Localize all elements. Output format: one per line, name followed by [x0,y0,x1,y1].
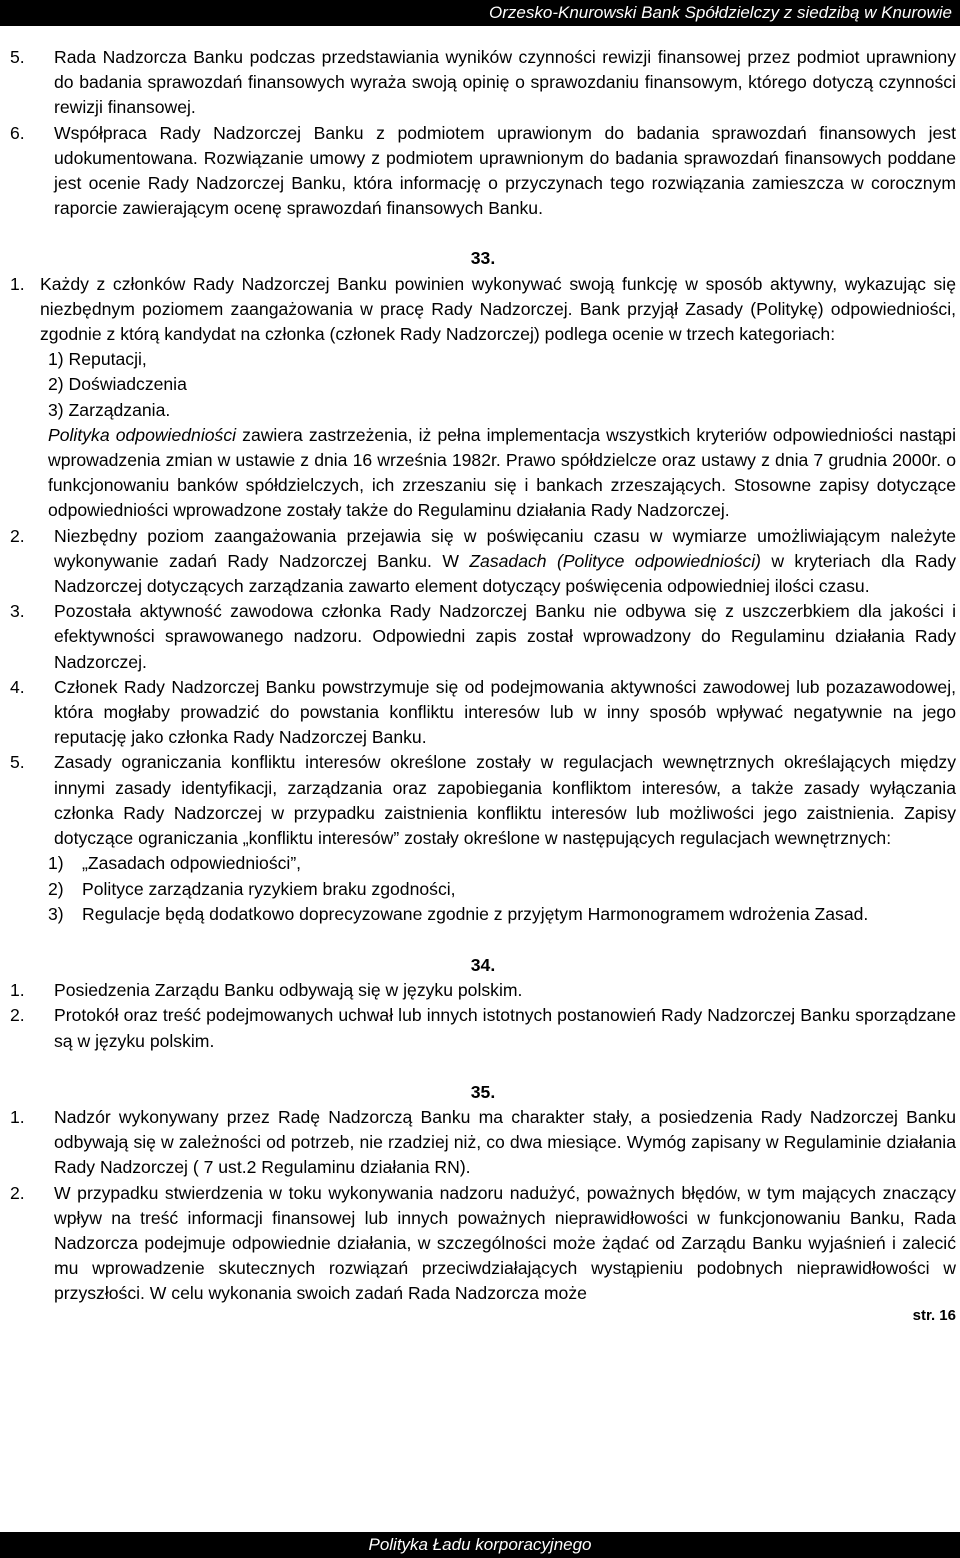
document-body [10,45,956,1325]
item-number: 2. [10,525,25,546]
page-footer [0,1532,960,1558]
item-text: Protokół oraz treść podejmowanych uchwał lub innych istotnych postanowień Rady Nadzorczej Banku sporządzane są w języku polskim. [54,1005,956,1051]
item-number: 3. [10,601,25,622]
item-number: 1) [48,349,64,370]
item-number: 1. [10,1106,25,1127]
item-text: Współpraca Rady Nadzorczej Banku z podmiotem uprawionym do badania sprawozdań finansowych jest udokumentowana. Rozwiązanie umowy z podmiotem uprawnionym do badania sprawozdań finansowych poddane jest ocenie Rady Nadzorczej Banku, która informację o przyczynach tego rozwiązania zamieszcza w corocznym raporcie zawierającym ocenę sprawozdań finansowych Banku. [54,122,956,219]
item-text: Zarządzania. [68,399,171,420]
list-item [10,1105,956,1181]
header-title: Orzesko-Knurowski Bank Spółdzielczy z siedzibą w Knurowie [489,3,952,22]
policy-paragraph [10,423,956,524]
item-number: 2) [48,374,64,395]
item-text: Regulacje będą dodatkowo doprecyzowane zgodnie z przyjętym Harmonogramem wdrożenia Zasad. [82,903,869,924]
list-item [10,750,956,851]
item-text: Polityce zarządzania ryzykiem braku zgodności, [82,878,456,899]
section-heading-35: 35. [470,1081,496,1102]
list-item [10,675,956,751]
list-item [10,524,956,600]
item-text: „Zasadach odpowiedniości”, [82,853,302,874]
item-text: Członek Rady Nadzorczej Banku powstrzymuje się od podejmowania aktywności zawodowej lub pozazawodowej, która mogłaby prowadzić do powstania konfliktu interesów lub w inny sposób wpływać negatywnie na jego reputację jako członka Rady Nadzorczej Banku. [54,676,956,748]
list-item [48,877,956,902]
item-text: Pozostała aktywność zawodowa członka Rady Nadzorczej Banku nie odbywa się z uszczerbkiem dla jakości i efektywności sprawowanego nadzoru. Odpowiedni zapis został wprowadzony do Regulaminu działania Rady Nadzorczej. [54,601,956,672]
item-number: 5. [10,752,25,773]
item-number: 1) [48,853,64,874]
list-item [10,599,956,675]
list-item [10,1181,956,1307]
item-text: Każdy z członków Rady Nadzorczej Banku powinien wykonywać swoją funkcję w sposób aktywny, wykazując się niezbędnym poziomem zaangażowania w pracę Rady Nadzorczej. [40,273,956,319]
list-item [10,121,956,222]
item-number: 3) [48,903,64,924]
list-item [48,851,956,876]
paragraph-33-1 [10,272,956,348]
list-item [48,902,956,927]
list-item [40,372,956,397]
item-text: Niezbędny poziom zaangażowania przejawia się w poświęcaniu czasu w wymiarze umożliwiającym należyte wykonywanie zadań Rady Nadzorczej Banku. W [54,525,956,571]
policy-name: Polityka odpowiedniości [48,424,237,445]
list-item [40,398,956,423]
item-text: W przypadku stwierdzenia w toku wykonywania nadzoru nadużyć, poważnych błędów, w tym mających znaczący wpływ na treść informacji finansowej lub innych poważnych nieprawidłowości w funkcjonowaniu Banku, Rada Nadzorcza podejmuje odpowiednie działania, w szczególności może żądać od Zarządu Banku wyjaśnień i zalecić mu wprowadzenie skutecznych rozwiązań przeciwdziałających wystąpieniu podobnych nieprawidłowości w przyszłości. W celu wykonania swoich zadań Rada Nadzorcza może [54,1182,956,1304]
category-list [10,347,956,423]
item-text: Rada Nadzorcza Banku podczas przedstawiania wyników czynności rewizji finansowej przez podmiot uprawniony do badania sprawozdań finansowych wyraża swoją opinię o sprawozdaniu finansowym, którego dotyczą czynności rewizji finansowej. [54,47,956,118]
item-text-italic: Zasadach (Polityce odpowiedniości) [469,550,761,571]
page-number: str. 16 [912,1306,956,1324]
item-number: 2) [48,878,64,899]
item-text: Reputacji, [68,349,147,370]
regulation-list [10,851,956,927]
list-item [10,1003,956,1053]
item-number: 2. [10,1005,25,1026]
item-text: Nadzór wykonywany przez Radę Nadzorczą Banku ma charakter stały, a posiedzenia Rady Nadzorczej Banku odbywają się w zależności od potrzeb, nie rzadziej niż, co dwa miesiące. Wymóg zapisany w Regulaminie działania Rady Nadzorczej ( 7 ust.2 Regulaminu działania RN). [54,1106,956,1178]
section-heading-34: 34. [470,954,496,975]
page-header [0,0,960,26]
item-text: Bank przyjął Zasady (Politykę) odpowiedniości, zgodnie z którą kandydat na członka (członek Rady Nadzorczej) podlega ocenie w trzech kategoriach: [40,298,957,345]
item-text: w kryteriach dla Rady Nadzorczej dotyczących zarządzania zawarto element dotyczący poświęcenia odpowiedniej ilości czasu. [54,550,957,597]
item-number: 3) [48,399,64,420]
list-item [10,978,956,1003]
item-number: 5. [10,47,25,67]
section-heading-33: 33. [470,248,496,269]
item-number: 1. [10,980,25,1001]
item-number: 6. [10,122,25,143]
item-text: Posiedzenia Zarządu Banku odbywają się w języku polskim. [54,980,523,1001]
item-text: Zasady ograniczania konfliktu interesów określone zostały w regulacjach wewnętrznych określających między innymi zasady identyfikacji, zarządzania oraz zapobiegania konfliktom interesów, a także zasady wyłączania członka Rady Nadzorczej w przypadku zaistnienia konfliktu interesów lub możliwości jego zaistnienia. Zapisy dotyczące ograniczania „konfliktu interesów” zostały określone w następujących regulacjach wewnętrznych: [54,752,956,849]
item-number: 2. [10,1182,25,1203]
footer-title: Polityka Ładu korporacyjnego [368,1535,592,1554]
item-text: Doświadczenia [68,374,187,395]
policy-text: zawiera zastrzeżenia, iż pełna implementacja wszystkich kryteriów odpowiedniości nastąpi wprowadzenia zmian w ustawie z dnia 16 września 1982r. Prawo spółdzielcze oraz ustawy z dnia 7 grudnia 2000r. o funkcjonowaniu banków spółdzielczych, ich zrzeszaniu się i bankach zrzeszających. Stosowne zapisy dotyczące odpowiedniości wprowadzone zostały także do Regulaminu działania Rady Nadzorczej. [48,424,957,521]
item-number: 1. [10,273,25,294]
list-item [40,347,956,372]
list-item [10,45,956,121]
item-number: 4. [10,676,25,697]
